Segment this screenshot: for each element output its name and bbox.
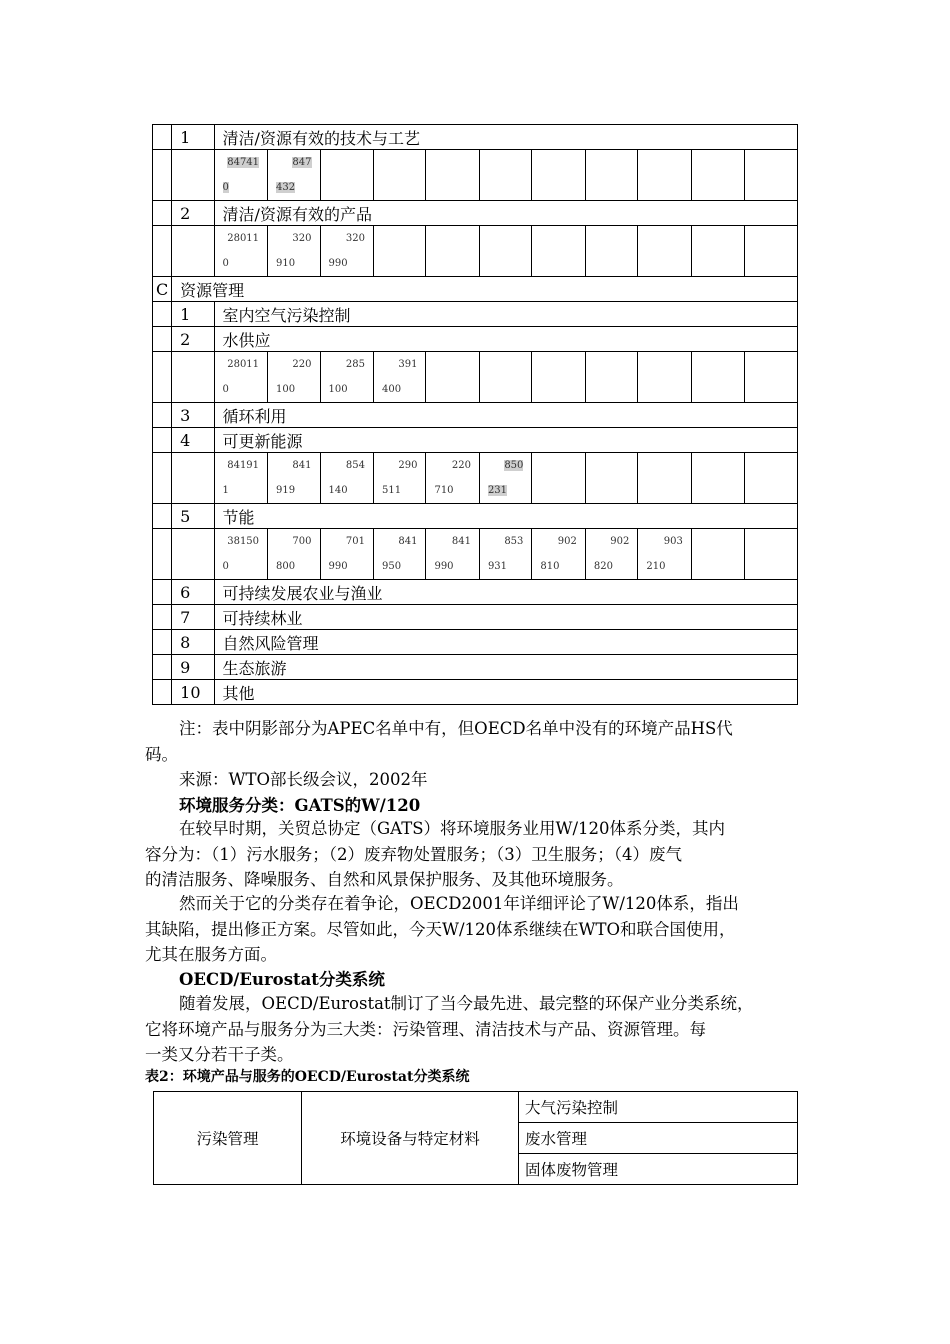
hs-code-part-1: 28011 <box>227 359 260 370</box>
gats-p2-line-1: 然而关于它的分类存在着争论，OECD2001年详细评论了W/120体系，指出 <box>179 894 739 913</box>
hs-code-part-2: 231 <box>487 485 508 496</box>
item-number: 2 <box>172 201 214 226</box>
hs-code-cell <box>320 226 373 277</box>
item-number: 1 <box>172 125 214 150</box>
hs-code-part-2: 100 <box>276 384 296 395</box>
blank-cell <box>153 352 172 403</box>
hs-code-part-1: 853 <box>504 536 524 547</box>
table-row <box>153 302 798 327</box>
gats-paragraph-2 <box>145 891 815 968</box>
hs-code-cell <box>745 529 798 580</box>
item-number: 7 <box>172 605 214 630</box>
hs-code-row <box>153 150 798 201</box>
hs-code-cell <box>532 453 585 504</box>
hs-code-cell <box>691 150 744 201</box>
hs-code-part-2: 400 <box>381 384 402 395</box>
gats-heading: 环境服务分类：GATS的W/120 <box>179 796 421 815</box>
oecd-heading: OECD/Eurostat分类系统 <box>179 970 385 989</box>
blank-cell <box>153 226 172 277</box>
source-line: 来源：WTO部长级会议，2002年 <box>179 770 428 789</box>
item-number: 10 <box>172 680 214 705</box>
blank-cell <box>153 125 172 150</box>
hs-code-part-2: 800 <box>276 561 296 572</box>
hs-code-part-2: 100 <box>328 384 348 395</box>
item-number: 6 <box>172 580 214 605</box>
item-label: 清洁/资源有效的技术与工艺 <box>214 125 797 150</box>
hs-code-part-1: 847 <box>292 157 312 168</box>
hs-code-cell <box>585 529 637 580</box>
blank-cell <box>153 605 172 630</box>
hs-code-part-1: 84741 <box>227 157 260 168</box>
item-label: 生态旅游 <box>214 655 797 680</box>
hs-code-cell <box>426 226 479 277</box>
hs-code-row <box>153 453 798 504</box>
note-line-1: 注：表中阴影部分为APEC名单中有，但OECD名单中没有的环境产品HS代 <box>179 719 733 738</box>
hs-code-cell <box>532 150 585 201</box>
blank-cell <box>153 504 172 529</box>
item-label: 可持续林业 <box>214 605 797 630</box>
hs-code-part-2: 950 <box>381 561 402 572</box>
hs-code-cell <box>745 352 798 403</box>
oecd-p1-line-1: 随着发展，OECD/Eurostat制订了当今最先进、最完整的环保产业分类系统， <box>179 994 754 1013</box>
hs-code-part-1: 28011 <box>227 233 260 244</box>
item-label: 可更新能源 <box>214 428 797 453</box>
blank-cell <box>153 529 172 580</box>
hs-code-part-1: 38150 <box>227 536 260 547</box>
blank-cell <box>153 630 172 655</box>
item-cell: 废水管理 <box>519 1123 798 1154</box>
item-label: 节能 <box>214 504 797 529</box>
hs-code-cell <box>268 150 320 201</box>
item-label: 循环利用 <box>214 403 797 428</box>
table-source <box>145 767 815 793</box>
hs-code-part-1: 220 <box>292 359 312 370</box>
hs-code-cell <box>745 226 798 277</box>
oecd-classification-table <box>153 1091 798 1185</box>
hs-code-part-1: 850 <box>504 460 524 471</box>
hs-code-cell <box>214 453 267 504</box>
hs-code-part-1: 391 <box>398 359 418 370</box>
hs-code-cell <box>479 226 531 277</box>
gats-p1-line-3: 的清洁服务、降噪服务、自然和风景保护服务、及其他环境服务。 <box>145 870 624 889</box>
table-row <box>153 630 798 655</box>
hs-code-part-1: 84191 <box>227 460 260 471</box>
hs-code-part-1: 700 <box>292 536 312 547</box>
item-label: 室内空气污染控制 <box>214 302 797 327</box>
hs-code-part-1: 841 <box>451 536 471 547</box>
hs-code-part-2: 919 <box>276 485 296 496</box>
gats-p2-line-3: 尤其在服务方面。 <box>145 945 277 964</box>
table-row <box>153 201 798 226</box>
blank-cell <box>172 150 214 201</box>
hs-code-cell <box>745 453 798 504</box>
hs-code-cell <box>479 453 531 504</box>
subcategory-cell: 环境设备与特定材料 <box>302 1092 519 1185</box>
hs-code-part-1: 902 <box>610 536 630 547</box>
hs-code-part-2: 0 <box>222 384 229 395</box>
oecd-paragraph <box>145 991 815 1068</box>
table-row <box>153 428 798 453</box>
hs-code-part-2: 0 <box>222 182 229 193</box>
oecd-p1-line-3: 一类又分若干子类。 <box>145 1045 294 1064</box>
item-number: 2 <box>172 327 214 352</box>
item-label: 其他 <box>214 680 797 705</box>
hs-code-cell <box>638 226 691 277</box>
hs-code-part-2: 432 <box>276 182 296 193</box>
hs-code-cell <box>532 226 585 277</box>
table-note <box>145 716 815 767</box>
hs-code-part-1: 841 <box>292 460 312 471</box>
hs-code-cell <box>320 150 373 201</box>
hs-code-part-2: 820 <box>593 561 613 572</box>
section-letter: C <box>153 277 172 302</box>
hs-code-part-1: 285 <box>345 359 365 370</box>
table-row <box>153 327 798 352</box>
gats-p2-line-2: 其缺陷，提出修正方案。尽管如此，今天W/120体系继续在WTO和联合国使用， <box>145 919 736 939</box>
hs-code-row <box>153 226 798 277</box>
item-cell: 大气污染控制 <box>519 1092 798 1123</box>
item-cell: 固体废物管理 <box>519 1154 798 1185</box>
hs-code-cell <box>638 352 691 403</box>
hs-code-part-1: 290 <box>398 460 418 471</box>
category-cell: 污染管理 <box>154 1092 302 1185</box>
hs-code-cell <box>373 226 425 277</box>
hs-code-cell <box>691 529 744 580</box>
hs-code-part-2: 140 <box>328 485 348 496</box>
hs-code-part-1: 320 <box>345 233 365 244</box>
blank-cell <box>172 529 214 580</box>
hs-code-part-1: 903 <box>663 536 683 547</box>
hs-code-part-2: 0 <box>222 258 229 269</box>
hs-code-cell <box>320 352 373 403</box>
hs-code-part-2: 210 <box>646 561 666 572</box>
hs-code-cell <box>638 453 691 504</box>
item-number: 1 <box>172 302 214 327</box>
item-label: 可持续发展农业与渔业 <box>214 580 797 605</box>
hs-code-cell <box>320 453 373 504</box>
hs-code-cell <box>373 453 425 504</box>
hs-code-cell <box>745 150 798 201</box>
hs-code-cell <box>691 352 744 403</box>
hs-code-cell <box>214 226 267 277</box>
blank-cell <box>153 403 172 428</box>
hs-code-cell <box>585 453 637 504</box>
section-label: 资源管理 <box>172 277 798 302</box>
blank-cell <box>172 352 214 403</box>
blank-cell <box>172 453 214 504</box>
hs-code-cell <box>373 352 425 403</box>
hs-code-part-2: 910 <box>276 258 296 269</box>
hs-code-cell <box>373 529 425 580</box>
hs-code-cell <box>585 352 637 403</box>
blank-cell <box>153 428 172 453</box>
hs-code-part-2: 511 <box>381 485 402 496</box>
table2-caption: 表2：环境产品与服务的OECD/Eurostat分类系统 <box>145 1069 470 1085</box>
hs-code-cell <box>320 529 373 580</box>
hs-code-cell <box>638 529 691 580</box>
gats-paragraph-1 <box>145 816 815 893</box>
section-row <box>153 277 798 302</box>
blank-cell <box>153 302 172 327</box>
hs-code-cell <box>426 150 479 201</box>
hs-code-row <box>153 352 798 403</box>
blank-cell <box>153 655 172 680</box>
hs-code-table <box>152 124 798 705</box>
hs-code-cell <box>691 226 744 277</box>
note-line-2: 码。 <box>145 744 178 764</box>
blank-cell <box>153 150 172 201</box>
hs-code-cell <box>479 529 531 580</box>
hs-code-part-1: 902 <box>557 536 577 547</box>
table-row <box>153 680 798 705</box>
hs-code-cell <box>479 352 531 403</box>
hs-code-cell <box>373 150 425 201</box>
blank-cell <box>153 327 172 352</box>
blank-cell <box>153 201 172 226</box>
item-number: 8 <box>172 630 214 655</box>
oecd-p1-line-2: 它将环境产品与服务分为三大类：污染管理、清洁技术与产品、资源管理。每 <box>145 1019 706 1039</box>
table-row <box>153 504 798 529</box>
blank-cell <box>153 453 172 504</box>
hs-code-cell <box>214 352 267 403</box>
hs-code-cell <box>638 150 691 201</box>
hs-code-part-1: 854 <box>345 460 365 471</box>
hs-code-part-2: 990 <box>328 561 348 572</box>
item-number: 4 <box>172 428 214 453</box>
item-number: 9 <box>172 655 214 680</box>
hs-code-cell <box>426 453 479 504</box>
hs-code-cell <box>532 352 585 403</box>
hs-code-cell <box>426 529 479 580</box>
blank-cell <box>153 680 172 705</box>
hs-code-part-1: 841 <box>398 536 418 547</box>
hs-code-part-2: 1 <box>222 485 229 496</box>
blank-cell <box>153 580 172 605</box>
item-label: 水供应 <box>214 327 797 352</box>
hs-code-part-2: 931 <box>487 561 508 572</box>
item-number: 5 <box>172 504 214 529</box>
hs-code-part-1: 701 <box>345 536 365 547</box>
table-row <box>153 605 798 630</box>
hs-code-part-2: 0 <box>222 561 229 572</box>
hs-code-cell <box>268 529 320 580</box>
hs-code-part-2: 990 <box>434 561 454 572</box>
item-label: 清洁/资源有效的产品 <box>214 201 797 226</box>
hs-code-cell <box>585 150 637 201</box>
hs-code-cell <box>268 226 320 277</box>
table-row <box>153 125 798 150</box>
hs-code-part-1: 220 <box>451 460 471 471</box>
hs-code-cell <box>426 352 479 403</box>
blank-cell <box>172 226 214 277</box>
hs-code-part-2: 810 <box>540 561 560 572</box>
table-row <box>153 580 798 605</box>
hs-code-cell <box>214 150 267 201</box>
table-row <box>153 655 798 680</box>
hs-code-cell <box>479 150 531 201</box>
hs-code-part-1: 320 <box>292 233 312 244</box>
item-number: 3 <box>172 403 214 428</box>
hs-code-cell <box>532 529 585 580</box>
gats-p1-line-2: 容分为：（1）污水服务；（2）废弃物处置服务；（3）卫生服务；（4）废气 <box>145 844 682 864</box>
gats-p1-line-1: 在较早时期，关贸总协定（GATS）将环境服务业用W/120体系分类，其内 <box>179 819 726 838</box>
hs-code-cell <box>691 453 744 504</box>
hs-code-part-2: 710 <box>434 485 454 496</box>
item-label: 自然风险管理 <box>214 630 797 655</box>
hs-code-cell <box>268 352 320 403</box>
hs-code-row <box>153 529 798 580</box>
hs-code-cell <box>585 226 637 277</box>
table-row <box>153 403 798 428</box>
hs-code-cell <box>214 529 267 580</box>
hs-code-part-2: 990 <box>328 258 348 269</box>
hs-code-cell <box>268 453 320 504</box>
